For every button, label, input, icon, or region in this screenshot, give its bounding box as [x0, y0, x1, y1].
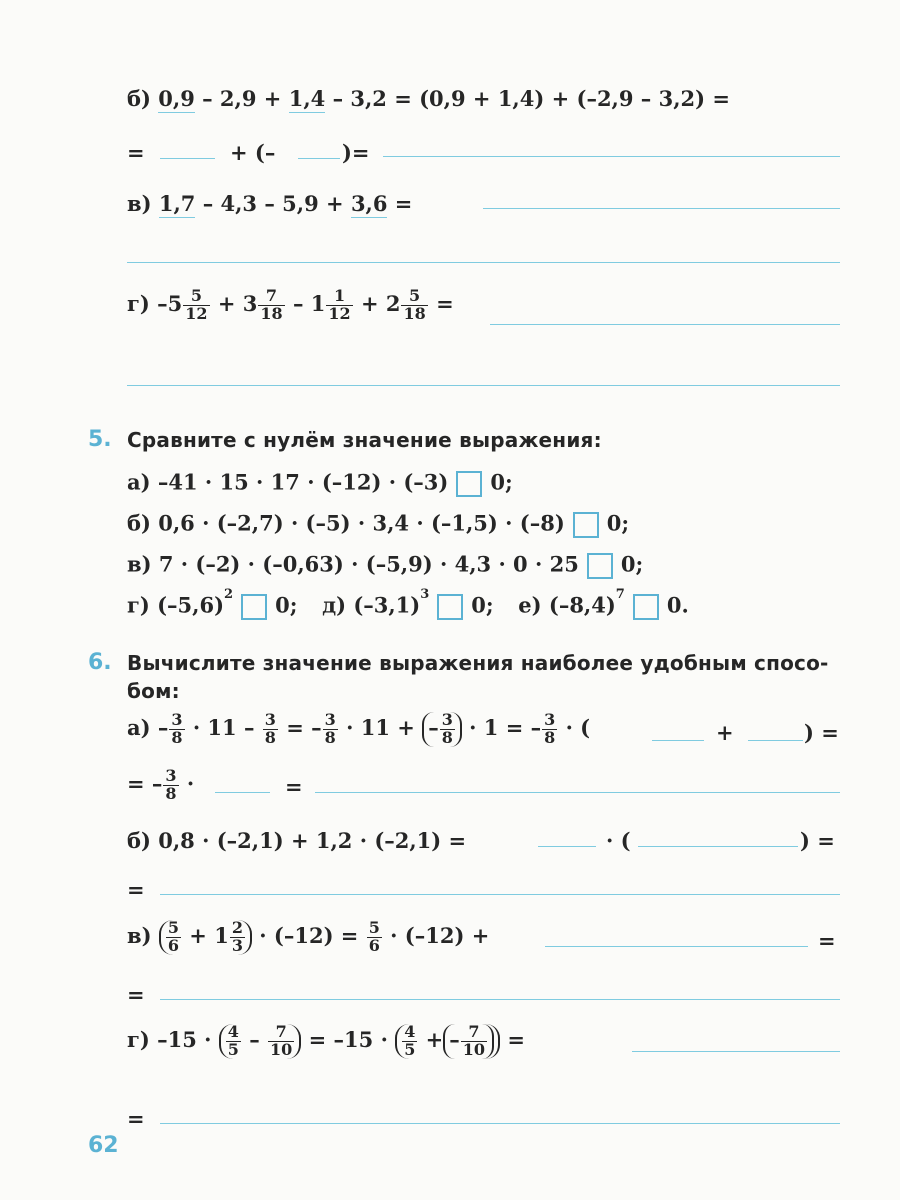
compare-box[interactable] — [241, 594, 267, 620]
ex6-b-close-text: ) = — [800, 828, 835, 853]
ex4-v-mid: – 4,3 – 5,9 + — [202, 191, 344, 216]
fraction: $\frac{5}{18}$ — [403, 286, 426, 323]
ex6-a-close-text: ) = — [804, 720, 839, 745]
ex6-b-dot — [606, 830, 631, 851]
answer-line[interactable] — [483, 208, 840, 209]
fraction: $\frac{3}{8}$ — [171, 710, 183, 747]
fraction: $\frac{3}{8}$ — [165, 766, 177, 803]
ex5-d-expr: д) (–3,1) — [322, 592, 421, 618]
answer-line[interactable] — [127, 385, 840, 386]
exercise-6-title-line2: бом: — [127, 679, 180, 703]
ex5-e-end: 0. — [666, 592, 689, 618]
parentheses: $\frac{4}{5}$ + – $\frac{7}{10}$ — [395, 1024, 500, 1059]
ex5-b — [127, 512, 629, 538]
fraction: $\frac{7}{18}$ — [260, 286, 283, 323]
compare-box[interactable] — [456, 471, 482, 497]
ex6-a-l2b: · — [186, 770, 195, 796]
ex5-a-end: 0; — [490, 469, 513, 495]
answer-line[interactable] — [490, 324, 840, 325]
ex6-v-eq — [818, 930, 836, 951]
ex5-e-exp: 7 — [615, 587, 625, 602]
ex6-a-l2-eq-text: = — [285, 774, 303, 799]
answer-blank[interactable] — [652, 740, 704, 741]
ex5-v-expr: в) 7 · (–2) · (–0,63) · (–5,9) · 4,3 · 0 · 25 — [127, 551, 579, 577]
exercise-6-number: 6. — [88, 650, 112, 675]
exercise-5-title: Сравните с нулём значение выражения: — [127, 428, 602, 452]
minus-sign: – — [157, 714, 169, 740]
ex4-b-line2 — [127, 142, 145, 163]
ex5-g-expr: г) (–5,6) — [127, 592, 225, 618]
compare-box[interactable] — [573, 512, 599, 538]
ex6-b-text: б) 0,8 · (–2,1) + 1,2 · (–2,1) = — [127, 828, 467, 853]
ex6-b-line2 — [127, 879, 145, 900]
ex4-b-line1 — [127, 88, 730, 109]
ex6-g-line1 — [127, 1024, 525, 1059]
parentheses: $\frac{4}{5}$ – $\frac{7}{10}$ — [219, 1024, 302, 1059]
ex4-v-term-a: 1,7 — [158, 191, 196, 216]
fraction: $\frac{5}{12}$ — [185, 286, 208, 323]
ex5-gde — [127, 587, 689, 620]
ex5-b-expr: б) 0,6 · (–2,7) · (–5) · 3,4 · (–1,5) · (–8) — [127, 510, 565, 536]
ex6-a-t4: · 1 = – — [469, 714, 542, 740]
ex5-a-expr: а) –41 · 15 · 17 · (–12) · (–3) — [127, 469, 449, 495]
ex4-b-close — [342, 142, 370, 163]
ex4-b-plus — [230, 142, 275, 163]
ex6-g-l2: = — [127, 1106, 145, 1131]
ex4-g-op3: + 2 — [360, 290, 401, 316]
parentheses: $\frac{5}{6}$ + 1 $\frac{2}{3}$ — [159, 920, 252, 955]
ex6-v-t1: · (–12) = — [259, 922, 359, 948]
ex4-g-op2: – 1 — [292, 290, 326, 316]
ex6-a-line1 — [127, 712, 590, 747]
fraction: $\frac{5}{6}$ — [368, 918, 380, 955]
ex4-b-term-c: 1,4 — [288, 86, 326, 111]
parentheses: – $\frac{3}{8}$ — [422, 712, 462, 747]
answer-blank[interactable] — [215, 792, 270, 793]
ex5-v-end: 0; — [620, 551, 644, 577]
ex4-g-whole1: –5 — [157, 290, 183, 316]
compare-box[interactable] — [587, 553, 613, 579]
ex4-b-mid: – 2,9 + — [202, 86, 282, 111]
answer-line[interactable] — [632, 1051, 840, 1052]
ex6-a-t1: · 11 – — [192, 714, 255, 740]
ex6-a-l2: = – — [127, 770, 163, 796]
ex6-g-eq: = — [507, 1026, 525, 1052]
ex6-v-line1 — [127, 920, 489, 955]
exercise-6-title-line1: Вычислите значение выражения наиболее удобным спосо- — [127, 651, 829, 675]
ex4-b-plus-text: + (– — [230, 140, 276, 165]
ex6-b-dot-text: · ( — [606, 828, 631, 853]
ex6-g-t1: = –15 · — [308, 1026, 388, 1052]
answer-line[interactable] — [383, 156, 840, 157]
compare-box[interactable] — [633, 594, 659, 620]
ex6-b-l2: = — [127, 877, 145, 902]
ex6-a-t5: · ( — [565, 714, 591, 740]
ex5-g-end: 0; — [275, 592, 298, 618]
fraction: $\frac{3}{8}$ — [324, 710, 336, 747]
ex4-g-line — [127, 288, 454, 323]
ex6-a-t2: = – — [286, 714, 322, 740]
ex5-v — [127, 553, 643, 579]
ex6-a-plus-text: + — [716, 720, 734, 745]
answer-blank[interactable] — [538, 846, 596, 847]
ex4-v-line — [127, 193, 412, 214]
ex6-a-close — [804, 722, 839, 743]
ex5-d-end: 0; — [471, 592, 494, 618]
ex4-g-label: г) — [127, 290, 150, 316]
answer-line[interactable] — [315, 792, 840, 793]
ex6-a-t3: · 11 + — [346, 714, 415, 740]
answer-blank[interactable] — [638, 846, 798, 847]
fraction: $\frac{3}{8}$ — [264, 710, 276, 747]
ex6-a-label: а) — [127, 714, 151, 740]
page-number: 62 — [88, 1133, 119, 1158]
ex6-v-line2 — [127, 984, 145, 1005]
ex4-b-rest: – 3,2 = (0,9 + 1,4) + (–2,9 – 3,2) = — [332, 86, 730, 111]
fraction: $\frac{1}{12}$ — [328, 286, 351, 323]
ex6-v-t2: · (–12) + — [390, 922, 490, 948]
ex4-b-close-text: )= — [342, 140, 370, 165]
ex6-v-eq-text: = — [818, 928, 836, 953]
ex4-b-term-a: 0,9 — [158, 86, 195, 111]
ex6-v-l2: = — [127, 982, 145, 1007]
ex4-g-eq: = — [436, 290, 454, 316]
ex4-g-op1: + 3 — [217, 290, 258, 316]
ex6-a-plus — [716, 722, 734, 743]
ex6-g-line2 — [127, 1108, 145, 1129]
ex6-g-label: г) –15 · — [127, 1026, 212, 1052]
answer-blank[interactable] — [160, 158, 215, 159]
answer-line[interactable] — [160, 894, 840, 895]
ex5-g-exp: 2 — [224, 587, 234, 602]
ex5-e-expr: е) (–8,4) — [518, 592, 616, 618]
ex6-b-line1 — [127, 830, 466, 851]
answer-blank[interactable] — [298, 158, 340, 159]
ex6-a-l2-eq — [285, 776, 303, 797]
answer-line[interactable] — [127, 262, 840, 263]
ex6-v-label: в) — [127, 922, 152, 948]
ex5-a — [127, 471, 513, 497]
fraction: $\frac{3}{8}$ — [544, 710, 556, 747]
ex6-a-line2 — [127, 768, 194, 803]
ex5-b-end: 0; — [606, 510, 630, 536]
ex4-v-eq: = — [394, 191, 413, 216]
ex4-b-eq: = — [127, 140, 145, 165]
answer-blank[interactable] — [748, 740, 803, 741]
answer-blank[interactable] — [545, 946, 808, 947]
ex4-v-term-b: 3,6 — [350, 191, 388, 216]
answer-line[interactable] — [160, 1123, 840, 1124]
compare-box[interactable] — [437, 594, 463, 620]
answer-line[interactable] — [160, 999, 840, 1000]
exercise-5-number: 5. — [88, 427, 112, 452]
ex5-d-exp: 3 — [420, 587, 430, 602]
ex4-v-label: в) — [127, 191, 152, 216]
ex4-b-label: б) — [127, 86, 151, 111]
ex6-b-close — [800, 830, 835, 851]
